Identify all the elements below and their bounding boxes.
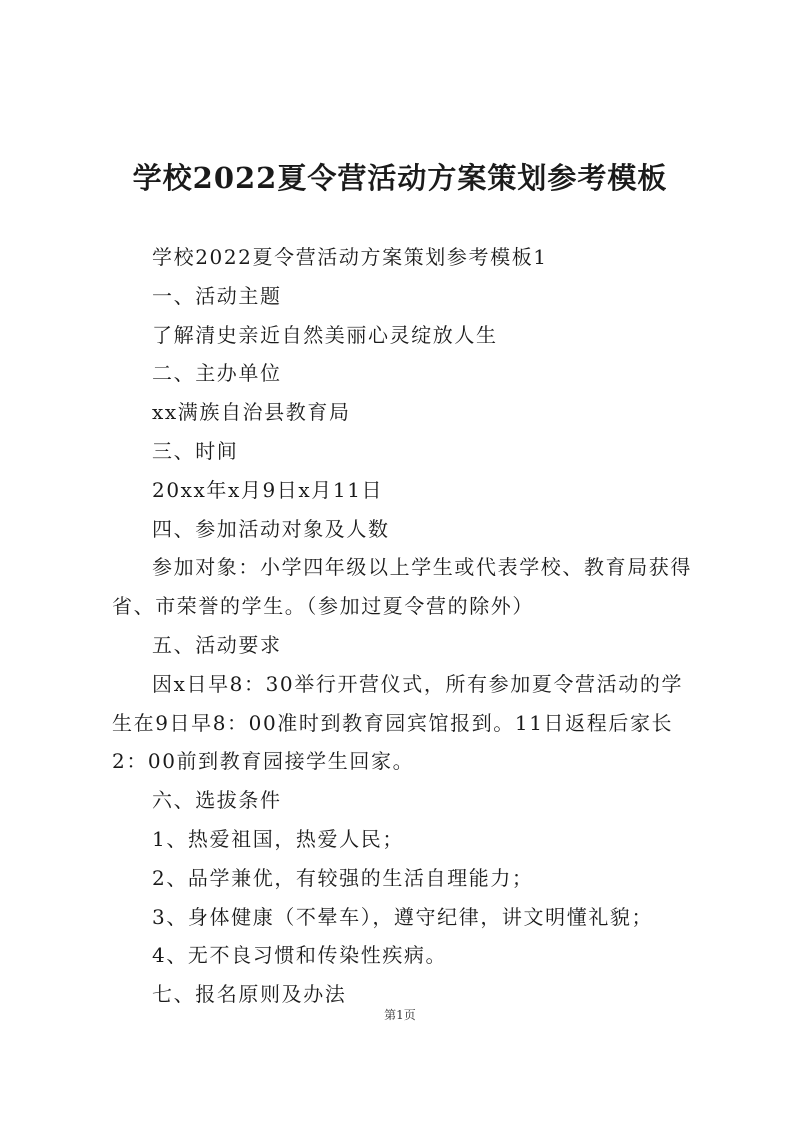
document-body — [112, 238, 692, 1014]
paragraph: 了解清史亲近自然美丽心灵绽放人生 — [152, 322, 498, 347]
paragraph: xx满族自治县教育局 — [152, 400, 351, 425]
section-heading: 一、活动主题 — [152, 283, 282, 308]
section-heading: 二、主办单位 — [152, 361, 282, 386]
list-item: 4、无不良习惯和传染性疾病。 — [152, 943, 448, 968]
list-item: 2、品学兼优，有较强的生活自理能力； — [152, 865, 534, 890]
paragraph: 学校2022夏令营活动方案策划参考模板1 — [152, 245, 548, 269]
document-title: 学校2022夏令营活动方案策划参考模板 — [132, 161, 668, 195]
paragraph: 20xx年x月9日x月11日 — [152, 477, 384, 502]
page-number: 第1页 — [384, 1008, 416, 1022]
section-heading: 五、活动要求 — [152, 632, 282, 657]
section-heading: 四、参加活动对象及人数 — [152, 516, 390, 541]
paragraph: 因x日早8：30举行开营仪式，所有参加夏令营活动的学生在9日早8：00准时到教育园宾馆报到。11日返程后家长2：00前到教育园接学生回家。 — [112, 671, 684, 774]
list-item: 3、身体健康（不晕车），遵守纪律，讲文明懂礼貌； — [152, 904, 654, 929]
section-heading: 三、时间 — [152, 438, 239, 463]
section-heading: 七、报名原则及办法 — [152, 982, 347, 1007]
section-heading: 六、选拔条件 — [152, 788, 282, 813]
paragraph: 参加对象：小学四年级以上学生或代表学校、教育局获得省、市荣誉的学生。（参加过夏令营的除外） — [112, 555, 692, 619]
list-item: 1、热爱祖国，热爱人民； — [152, 826, 404, 851]
